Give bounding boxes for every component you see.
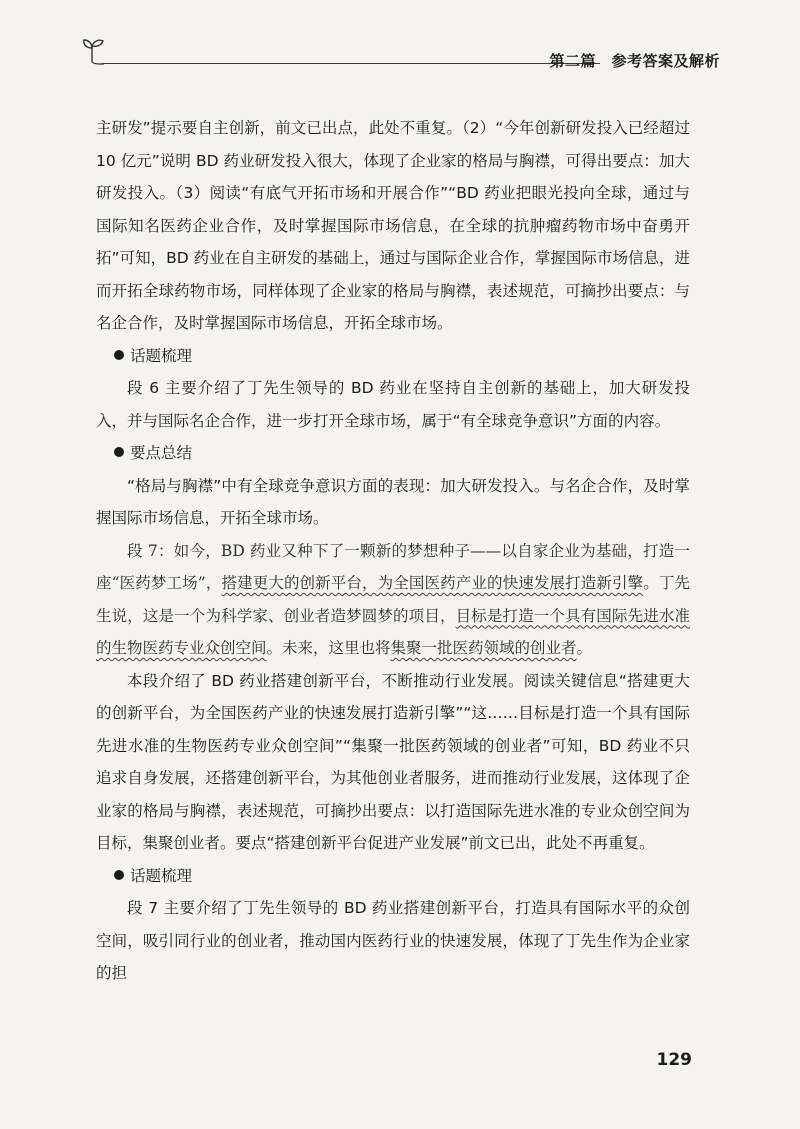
bullet-key-points [96, 437, 690, 470]
bullet-label: 话题梳理 [130, 866, 193, 885]
bullet-dot-icon [114, 350, 124, 360]
page-content [96, 112, 690, 990]
source-underlined-text: 目标是打造一个具有国际先进水准的生物医药专业众创空间 [96, 606, 690, 657]
source-underlined-text: 搭建更大的创新平台，为全国医药产业的快速发展打造新引擎 [221, 574, 644, 592]
bullet-label: 话题梳理 [130, 346, 193, 365]
source-text: 段 7：如今，BD 药业又种下了一颗新的梦想种子——以自家企业为基础，打造一座“医药梦工场”， [96, 541, 690, 592]
paragraph-topic-review-6: 段 6 主要介绍了丁先生领导的 BD 药业在坚持自主创新的基础上，加大研发投入，并与国际名企合作，进一步打开全球市场，属于“有全球竞争意识”方面的内容。 [96, 379, 690, 430]
bullet-label: 要点总结 [130, 444, 193, 462]
paragraph-key-points-summary: “格局与胸襟”中有全球竞争意识方面的表现：加大研发投入。与名企合作，及时掌握国际市场信息，开拓全球市场。 [96, 476, 690, 527]
bullet-topic-review-1 [96, 340, 690, 373]
paragraph-analysis-continued: 主研发”提示要自主创新，前文已出点，此处不重复。（2）“今年创新研发投入已经超过 10 亿元”说明 BD 药业研发投入很大，体现了企业家的格局与胸襟，可得出要点：加大研发投入。（3）阅读“有底气开拓市场和开展合作”“BD 药业把眼光投向全球，通过与国际知名医药企业合作，及时掌握国际市场信息，在全球的抗肿瘤药物市场中奋勇开拓”可知，BD 药业在自主研发的基础上，通过与国际企业合作，掌握国际市场信息，进而开拓全球药物市场，同样体现了企业家的格局与胸襟，表述规范，可摘抄出要点：与名企合作，及时掌握国际市场信息，开拓全球市场。 [96, 119, 690, 332]
header-rule [102, 63, 600, 64]
running-title: 第二篇 参考答案及解析 [549, 52, 720, 70]
bullet-dot-icon [114, 447, 124, 457]
bullet-topic-review-2 [96, 860, 690, 893]
paragraph-analysis-7: 本段介绍了 BD 药业搭建创新平台，不断推动行业发展。阅读关键信息“搭建更大的创新平台，为全国医药产业的快速发展打造新引擎”“这……目标是打造一个具有国际先进水准的生物医药专业众创空间”“集聚一批医药领域的创业者”可知，BD 药业不只追求自身发展，还搭建创新平台，为其他创业者服务，进而推动行业发展，这体现了企业家的格局与胸襟，表述规范，可摘抄出要点：以打造国际先进水准的专业众创空间为目标，集聚创业者。要点“搭建创新平台促进产业发展”前文已出，此处不再重复。 [96, 671, 690, 852]
source-text: 。 [576, 639, 593, 657]
source-underlined-text: 集聚一批医药领域的创业者 [390, 639, 577, 657]
source-passage-7 [96, 535, 690, 665]
page-header [80, 36, 720, 76]
source-text: 。未来，这里也将 [266, 639, 391, 657]
sprout-icon [80, 36, 116, 66]
bullet-dot-icon [114, 870, 124, 880]
source-text: 。丁先生说，这是一个为科学家、创业者造梦圆梦的项目， [96, 574, 690, 625]
page-number: 129 [656, 1050, 692, 1070]
paragraph-topic-review-7: 段 7 主要介绍了丁先生领导的 BD 药业搭建创新平台，打造具有国际水平的众创空间，吸引同行业的创业者，推动国内医药行业的快速发展，体现了丁先生作为企业家的担 [96, 899, 690, 982]
